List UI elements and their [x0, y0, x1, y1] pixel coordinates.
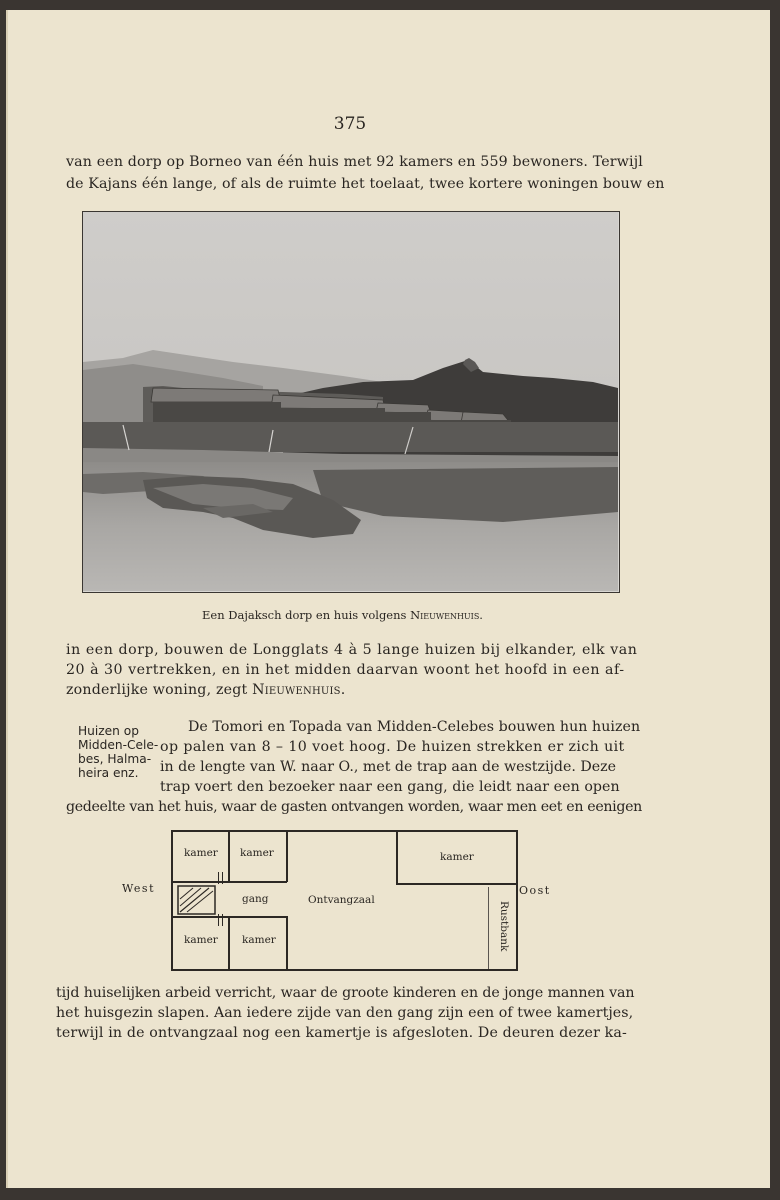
- room-label: kamer: [240, 847, 274, 859]
- room-label: kamer: [242, 934, 276, 946]
- plan-wall: [171, 830, 173, 971]
- text-line: de Kajans één lange, of als de ruimte het toelaat, twee kortere woningen bouw en: [66, 176, 665, 192]
- text-line: in de lengte van W. naar O., met de trap aan de westzijde. Deze: [160, 759, 617, 775]
- text-line: De Tomori en Topada van Midden-Celebes bouwen hun huizen: [188, 719, 641, 735]
- plan-wall: [516, 830, 518, 971]
- text-line: in een dorp, bouwen de Longglats 4 à 5 lange huizen bij elkander, elk van: [66, 642, 638, 658]
- text-line: tijd huiselijken arbeid verricht, waar de groote kinderen en de jonge mannen van: [56, 985, 635, 1001]
- plan-door-post: [218, 914, 219, 926]
- plan-wall: [228, 830, 230, 882]
- margin-note: Huizen op Midden-Cele- bes, Halma- heira enz.: [78, 724, 159, 780]
- author-name: Nieuwenhuis.: [252, 682, 346, 698]
- village-photograph: [82, 211, 620, 593]
- text-line: 20 à 30 vertrekken, en in het midden daarvan woont het hoofd in een af-: [66, 662, 625, 678]
- room-label: kamer: [184, 847, 218, 859]
- text-line: het huisgezin slapen. Aan iedere zijde van den gang zijn een of twee kamertjes,: [56, 1005, 634, 1021]
- plan-wall: [228, 916, 230, 970]
- stairs-icon: [177, 885, 217, 915]
- text-line: gedeelte van het huis, waar de gasten ontvangen worden, waar men eet en eenigen: [66, 799, 642, 815]
- plan-door-post: [222, 914, 223, 926]
- plan-wall: [286, 916, 288, 970]
- room-label: kamer: [184, 934, 218, 946]
- plan-wall: [396, 883, 517, 885]
- text-line: trap voert den bezoeker naar een gang, die leidt naar een open: [160, 779, 620, 795]
- plan-wall: [396, 830, 398, 884]
- plan-wall: [286, 830, 288, 882]
- plan-wall: [171, 969, 518, 971]
- corridor-label: gang: [242, 893, 269, 905]
- text-line: terwijl in de ontvangzaal nog een kamertje is afgesloten. De deuren dezer ka-: [56, 1025, 627, 1041]
- figure-caption: Een Dajaksch dorp en huis volgens Nieuwenhuis.: [202, 608, 483, 622]
- plan-wall: [171, 830, 518, 832]
- west-label: West: [122, 882, 155, 895]
- bench-label: Rustbank: [498, 901, 510, 952]
- plan-door-post: [218, 872, 219, 884]
- text-line: zonderlijke woning, zegt Nieuwenhuis.: [66, 682, 346, 698]
- bench-edge: [488, 887, 489, 969]
- house-floor-plan: [171, 830, 518, 971]
- book-page: [6, 10, 770, 1188]
- text-line: op palen van 8 – 10 voet hoog. De huizen strekken er zich uit: [160, 739, 625, 755]
- village-photo-image: [83, 212, 618, 591]
- room-label: kamer: [440, 851, 474, 863]
- text-line: van een dorp op Borneo van één huis met 92 kamers en 559 bewoners. Terwijl: [66, 154, 643, 170]
- caption-author-name: Nieuwenhuis.: [410, 608, 483, 622]
- reception-hall-label: Ontvangzaal: [308, 894, 375, 906]
- east-label: Oost: [519, 884, 551, 897]
- plan-door-post: [222, 872, 223, 884]
- page-number: 375: [333, 114, 367, 134]
